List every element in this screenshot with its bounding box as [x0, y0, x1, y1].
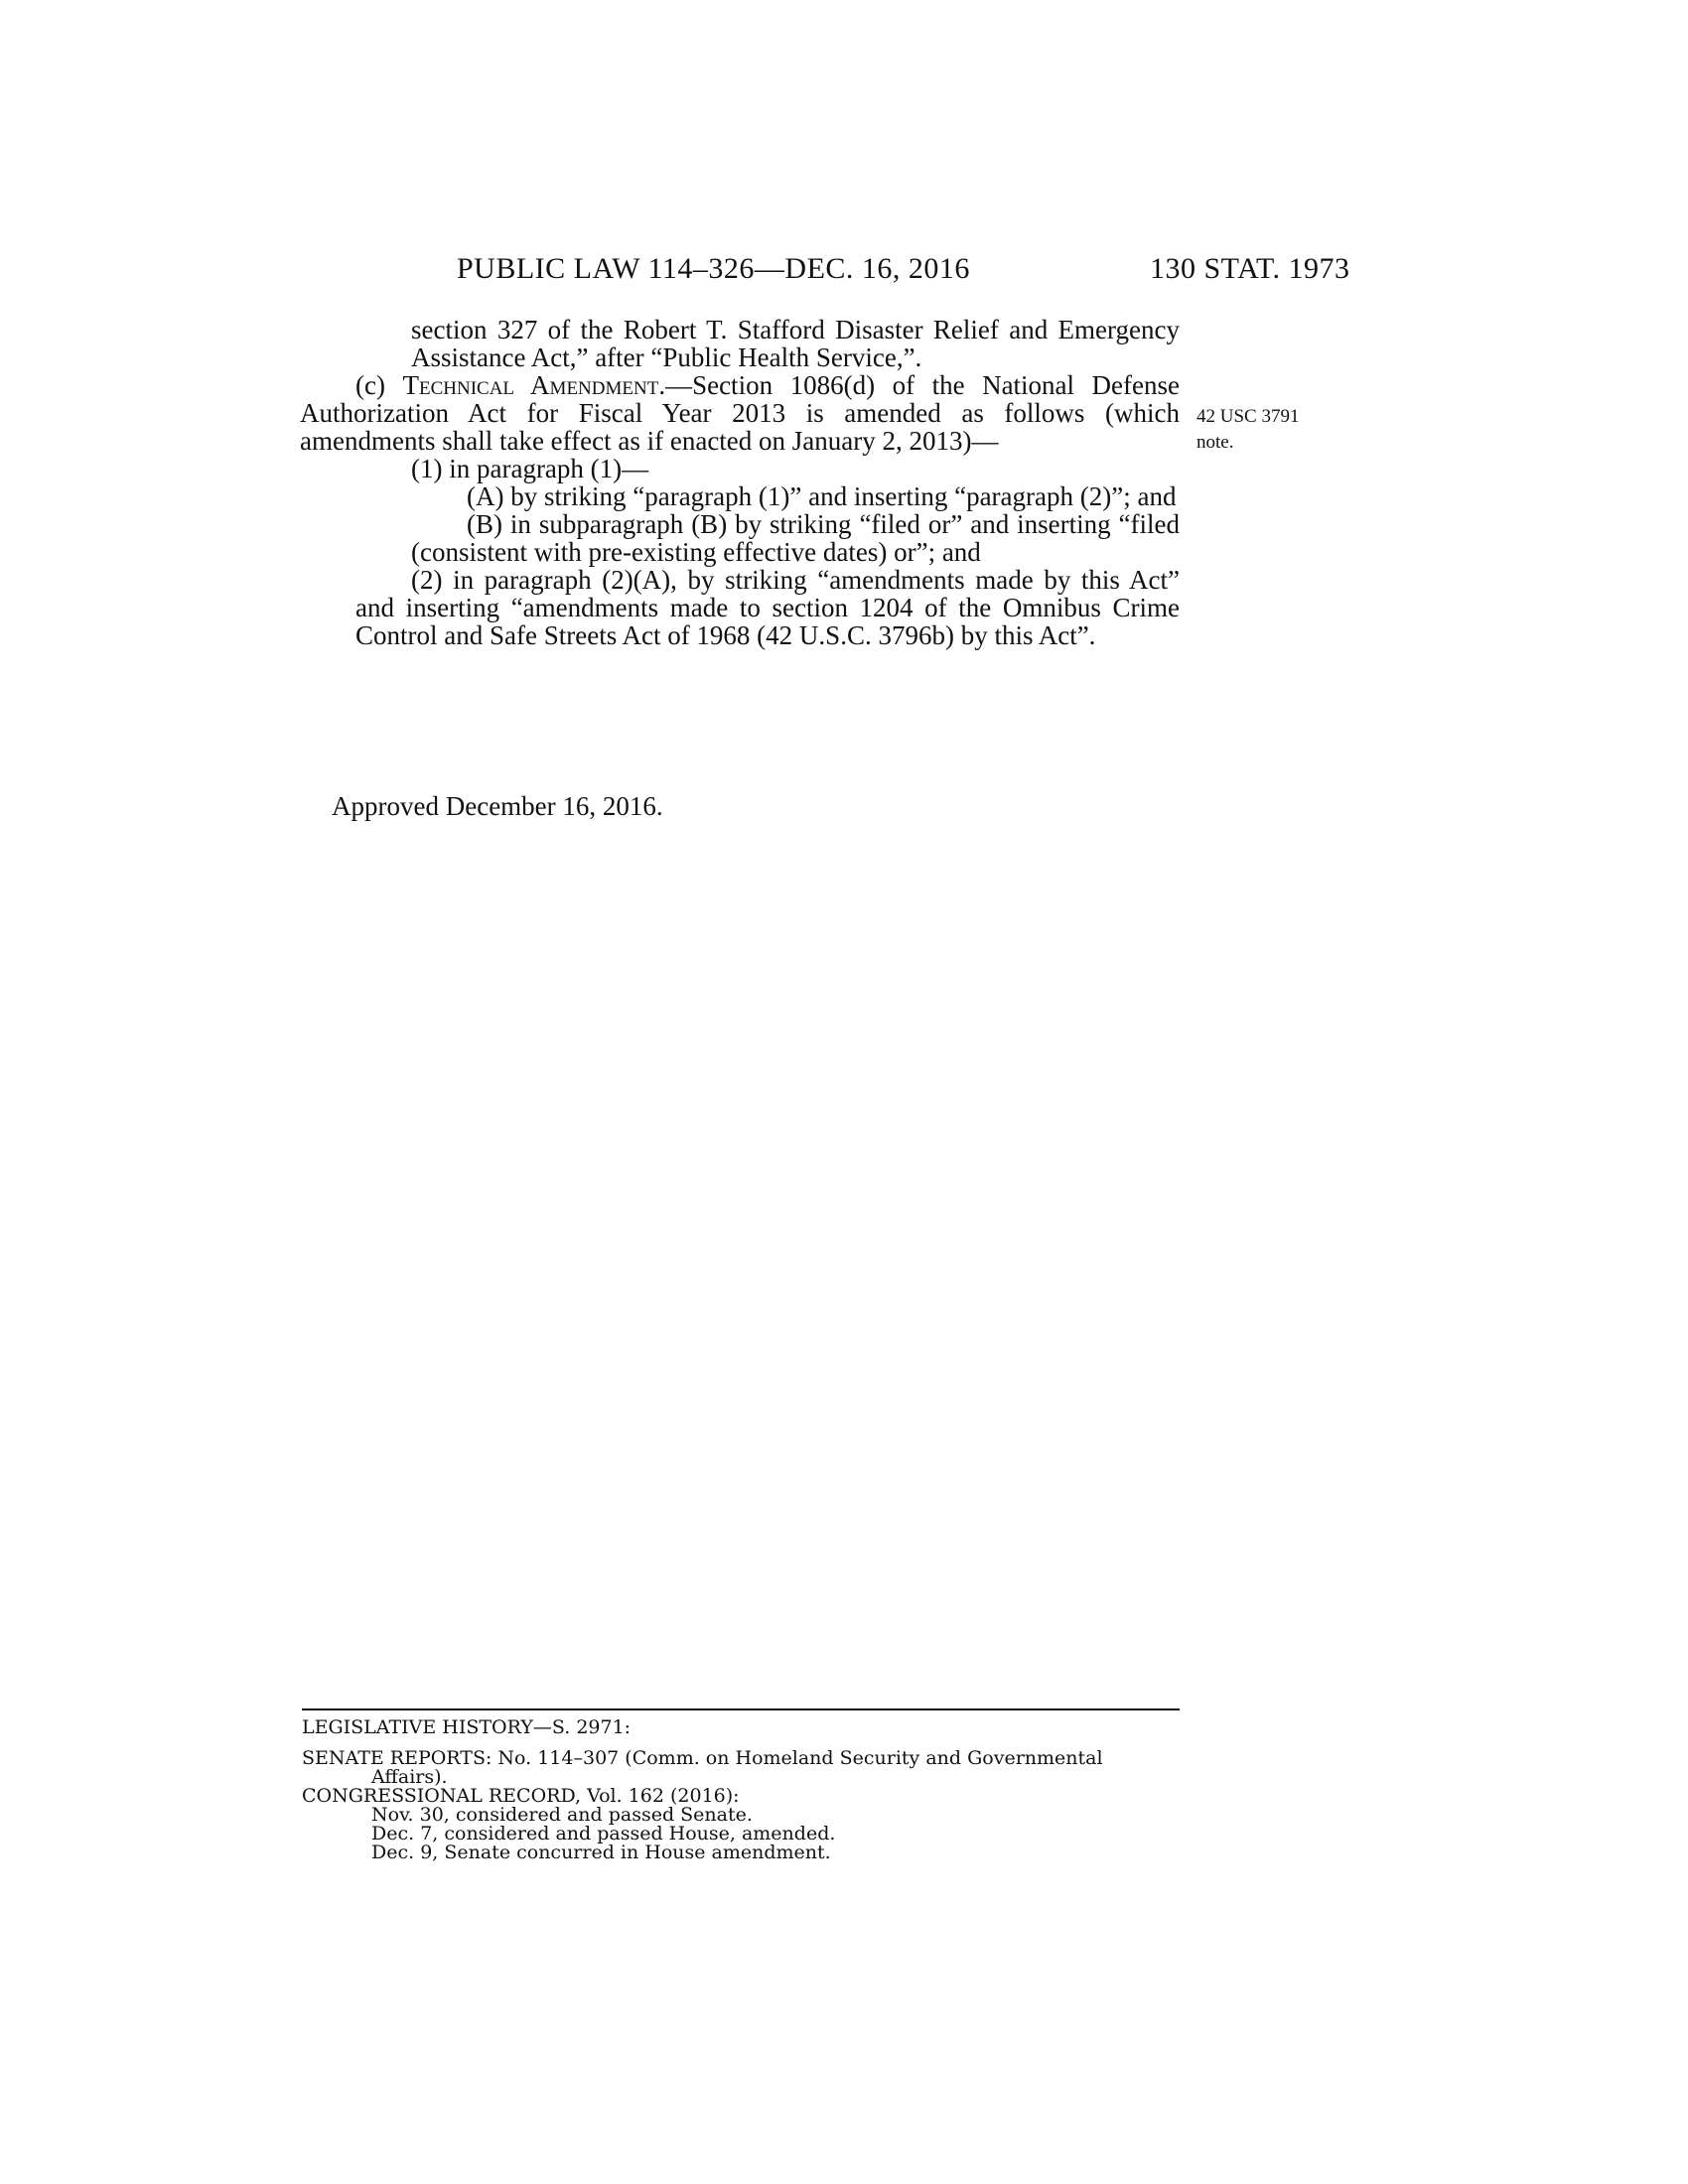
margin-note-citation: 42 USC 3791 — [1196, 406, 1300, 427]
running-header-left: PUBLIC LAW 114–326—DEC. 16, 2016 — [457, 252, 970, 285]
statute-body — [300, 316, 1180, 649]
margin-note-label: note. — [1196, 432, 1234, 453]
subparagraph-b: (B) in subparagraph (B) by striking “filed or” and inserting “filed (consistent with pre-existing effective dates) or”; and — [411, 509, 1180, 567]
record-entry: Nov. 30, considered and passed Senate. — [371, 1804, 753, 1826]
subsection-label: (c) — [355, 370, 403, 400]
paragraph-technical-amendment — [300, 371, 1180, 455]
paragraph-1: (1) in paragraph (1)— — [411, 454, 649, 483]
legislative-history — [302, 1718, 1180, 1862]
approval-date: Approved December 16, 2016. — [332, 791, 663, 821]
paragraph-2: (2) in paragraph (2)(A), by striking “amendments made by this Act” and inserting “amendments made to section 1204 of the Omnibus Crime Control and Safe Streets Act of 1968 (42 U.S.C. 3796b) by this Act”. — [355, 565, 1180, 650]
congressional-record: CONGRESSIONAL RECORD, Vol. 162 (2016): — [302, 1785, 740, 1807]
senate-reports: SENATE REPORTS: No. 114–307 (Comm. on Homeland Security and Governmental — [302, 1747, 1103, 1769]
record-entry: Dec. 7, considered and passed House, amended. — [371, 1823, 836, 1844]
record-entry: Dec. 9, Senate concurred in House amendment. — [371, 1842, 831, 1863]
subsection-heading: Technical Amendment — [402, 370, 659, 400]
paragraph-section-327: section 327 of the Robert T. Stafford Disaster Relief and Emergency Assistance Act,” after “Public Health Service,”. — [411, 315, 1180, 372]
subparagraph-a: (A) by striking “paragraph (1)” and inserting “paragraph (2)”; and — [467, 481, 1177, 511]
running-header-page-number: 130 STAT. 1973 — [1150, 252, 1350, 285]
subsection-text: .—Section 1086(d) of the National Defense Authorization Act for Fiscal Year 2013 is amended as follows (which amendments shall take effect as if enacted on January 2, 2013)— — [300, 370, 1180, 456]
legislative-history-heading: LEGISLATIVE HISTORY—S. 2971: — [302, 1716, 632, 1738]
margin-citation-note — [1196, 404, 1299, 456]
footer-divider — [302, 1708, 1180, 1710]
senate-reports-continued: Affairs). — [371, 1766, 448, 1788]
